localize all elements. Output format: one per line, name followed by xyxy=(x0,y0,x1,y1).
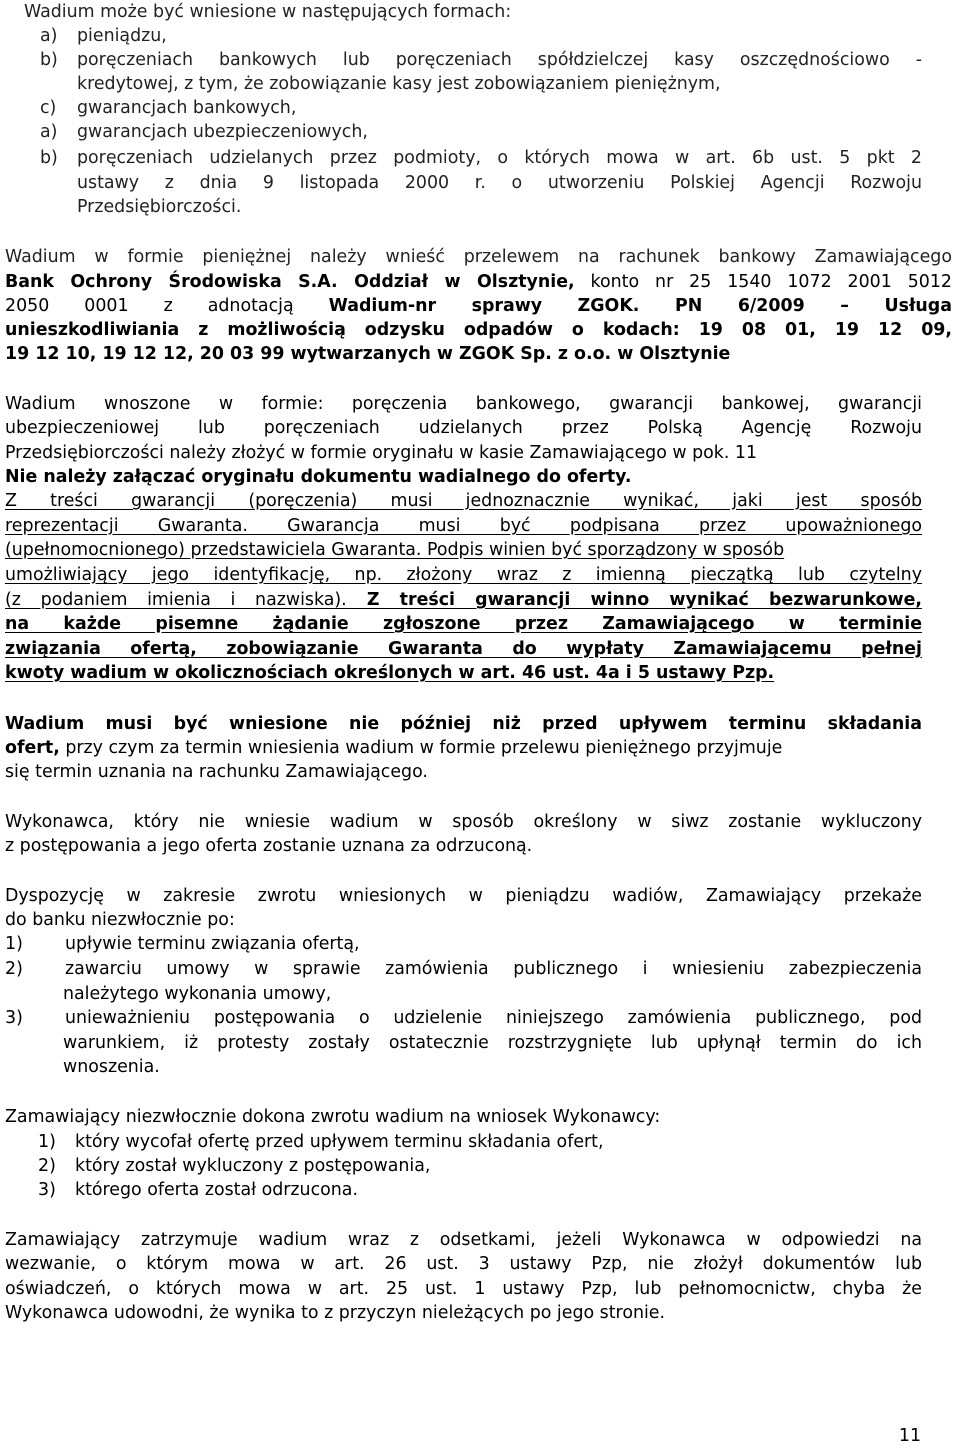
paragraph-line: ubezpieczeniowej lub poręczeniach udzielanych przez Polską Agencję Rozwoju xyxy=(5,418,922,438)
paragraph-line: się termin uznania na rachunku Zamawiającego. xyxy=(5,762,428,782)
list-item: b) poręczeniach bankowych lub poręczeniach spółdzielczej kasy oszczędnościowo - xyxy=(40,50,922,70)
list-item-continued: kredytowej, z tym, że zobowiązanie kasy jest zobowiązaniem pieniężnym, xyxy=(77,74,721,94)
list-item: 3) unieważnieniu postępowania o udzielenie niniejszego zamówienia publicznego, pod xyxy=(5,1008,922,1028)
paragraph-line: Wykonawca, który nie wniesie wadium w sposób określony w siwz zostanie wykluczony xyxy=(5,812,922,832)
list-item-continued: wnoszenia. xyxy=(63,1057,160,1077)
page-number: 11 xyxy=(898,1426,922,1446)
list-item: b) poręczeniach udzielanych przez podmioty, o których mowa w art. 6b ust. 5 pkt 2 xyxy=(40,148,922,168)
list-item: a) pieniądzu, xyxy=(40,26,167,46)
paragraph-line: 19 12 10, 19 12 12, 20 03 99 wytwarzanych w ZGOK Sp. z o.o. w Olsztynie xyxy=(5,344,731,364)
paragraph-line: Zamawiający zatrzymuje wadium wraz z odsetkami, jeżeli Wykonawca w odpowiedzi na xyxy=(5,1230,922,1250)
paragraph-line: Wadium wnoszone w formie: poręczenia bankowego, gwarancji bankowej, gwarancji xyxy=(5,394,922,414)
list-item: 3) którego oferta został odrzucona. xyxy=(38,1180,358,1200)
paragraph-line: (z podaniem imienia i nazwiska). Z treści gwarancji winno wynikać bezwarunkowe, xyxy=(5,590,922,610)
list-item-continued: warunkiem, iż protesty zostały ostatecznie rozstrzygnięte lub upłynął termin do ich xyxy=(63,1033,922,1053)
paragraph-line: ofert, przy czym za termin wniesienia wadium w formie przelewu pieniężnego przyjmuje xyxy=(5,738,783,758)
forms-intro: Wadium może być wniesione w następujących formach: xyxy=(24,2,512,22)
list-item: 1) który wycofał ofertę przed upływem terminu składania ofert, xyxy=(38,1132,604,1152)
paragraph-line: Zamawiający niezwłocznie dokona zwrotu wadium na wniosek Wykonawcy: xyxy=(5,1107,661,1127)
list-item-continued: należytego wykonania umowy, xyxy=(63,984,332,1004)
paragraph-line: Dyspozycję w zakresie zwrotu wniesionych w pieniądzu wadiów, Zamawiający przekaże xyxy=(5,886,922,906)
paragraph-line: Nie należy załączać oryginału dokumentu wadialnego do oferty. xyxy=(5,467,632,487)
paragraph-line: Wadium w formie pieniężnej należy wnieść przelewem na rachunek bankowy Zamawiającego xyxy=(5,247,952,267)
paragraph-line: wezwanie, o którym mowa w art. 26 ust. 3 ustawy Pzp, nie złożył dokumentów lub xyxy=(5,1254,922,1274)
list-item-continued: Przedsiębiorczości. xyxy=(77,197,242,217)
list-item: a) gwarancjach ubezpieczeniowych, xyxy=(40,122,368,142)
paragraph-line: Wadium musi być wniesione nie później niż przed upływem terminu składania xyxy=(5,714,922,734)
list-item: 1) upływie terminu związania ofertą, xyxy=(5,934,360,954)
paragraph-line: z postępowania a jego oferta zostanie uznana za odrzuconą. xyxy=(5,836,533,856)
paragraph-line: kwoty wadium w okolicznościach określonych w art. 46 ust. 4a i 5 ustawy Pzp. xyxy=(5,663,775,683)
list-item-continued: ustawy z dnia 9 listopada 2000 r. o utworzeniu Polskiej Agencji Rozwoju xyxy=(77,173,922,193)
paragraph-line: do banku niezwłocznie po: xyxy=(5,910,235,930)
paragraph-line: reprezentacji Gwaranta. Gwarancja musi być podpisana przez upoważnionego xyxy=(5,516,922,536)
paragraph-line: na każde pisemne żądanie zgłoszone przez Zamawiającego w terminie xyxy=(5,614,922,634)
paragraph-line: (upełnomocnionego) przedstawiciela Gwaranta. Podpis winien być sporządzony w sposób xyxy=(5,540,785,560)
paragraph-line: Wykonawca udowodni, że wynika to z przyczyn nieleżących po jego stronie. xyxy=(5,1303,666,1323)
paragraph-line: oświadczeń, o których mowa w art. 25 ust. 1 ustawy Pzp, lub pełnomocnictw, chyba że xyxy=(5,1279,922,1299)
paragraph-line: związania ofertą, zobowiązanie Gwaranta do wypłaty Zamawiającemu pełnej xyxy=(5,639,922,659)
list-item: 2) zawarciu umowy w sprawie zamówienia publicznego i wniesieniu zabezpieczenia xyxy=(5,959,922,979)
paragraph-line: Przedsiębiorczości należy złożyć w formie oryginału w kasie Zamawiającego w pok. 11 xyxy=(5,443,758,463)
list-item: 2) który został wykluczony z postępowania, xyxy=(38,1156,431,1176)
paragraph-line: unieszkodliwiania z możliwością odzysku odpadów o kodach: 19 08 01, 19 12 09, xyxy=(5,320,952,340)
paragraph-line: 2050 0001 z adnotacją Wadium-nr sprawy ZGOK. PN 6/2009 – Usługa xyxy=(5,296,952,316)
paragraph-line: Z treści gwarancji (poręczenia) musi jednoznacznie wynikać, jaki jest sposób xyxy=(5,491,922,511)
paragraph-line: umożliwiający jego identyfikację, np. złożony wraz z imienną pieczątką lub czytelny xyxy=(5,565,922,585)
list-item: c) gwarancjach bankowych, xyxy=(40,98,297,118)
paragraph-line: Bank Ochrony Środowiska S.A. Oddział w Olsztynie, konto nr 25 1540 1072 2001 5012 xyxy=(5,272,952,292)
